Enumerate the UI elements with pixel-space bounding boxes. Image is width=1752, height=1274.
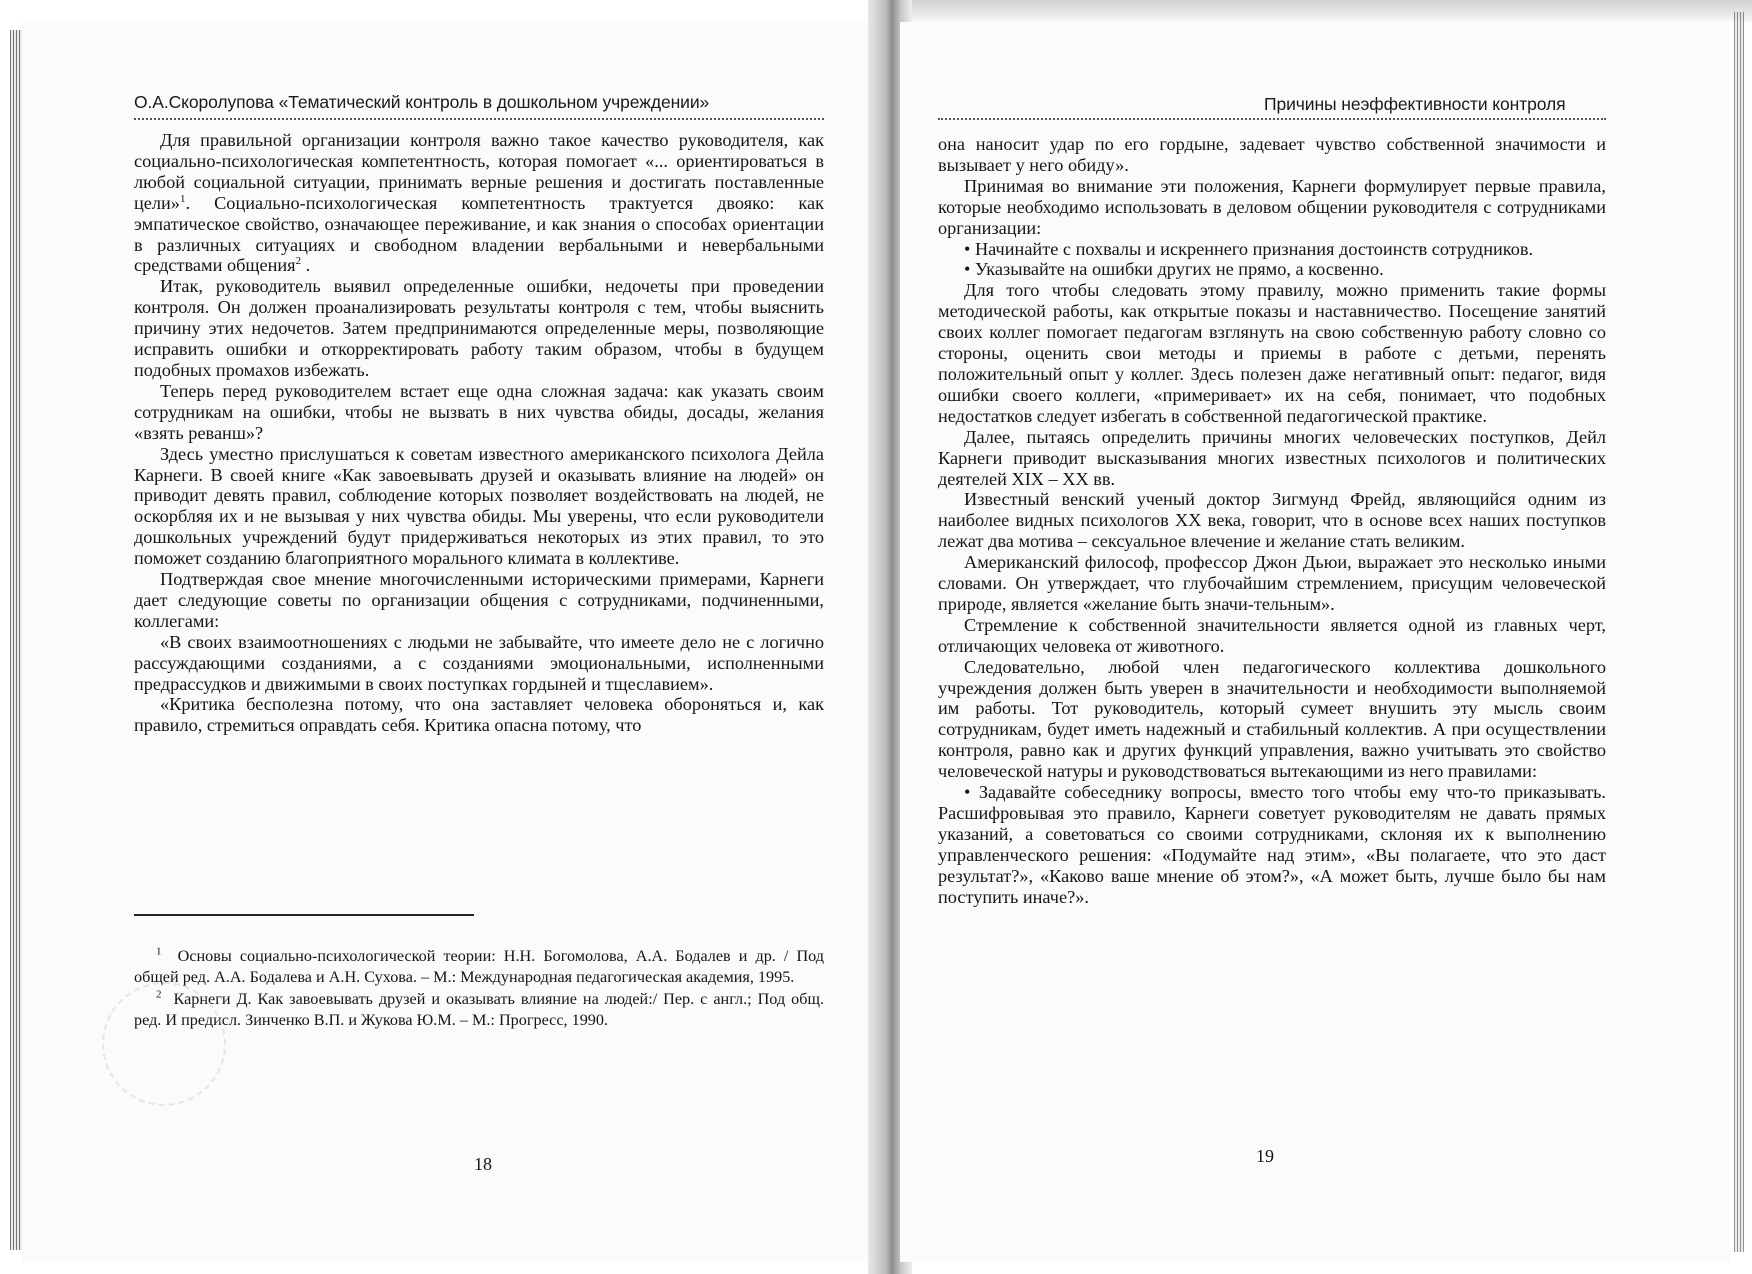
header-rule-left — [134, 118, 824, 120]
paragraph: Следовательно, любой член педагогического коллектива дошкольного учреждения должен быть уверен в значительности и необходимости выполняемой им работы. Тот руководитель, который сумеет внушить эту мысль своим сотрудникам, будет иметь надежный и стабильный коллектив. А при осуществлении контроля, равно как и других функций управления, важно учитывать это свойство человеческой натуры и руководствоваться вытекающими из него правилами: — [938, 656, 1606, 782]
paragraph: Американский философ, профессор Джон Дьюи, выражает это несколько иными словами. Он утверждает, что глубочайшим стремлением, присущим человеческой природе, является «желание быть значи-тельным». — [938, 552, 1606, 614]
paragraph: Подтверждая свое мнение многочисленными историческими примерами, Карнеги дает следующие советы по организации общения с сотрудниками, подчиненными, коллегами: — [134, 569, 824, 631]
footnote-separator — [134, 914, 474, 916]
running-head-left: О.А.Скоролупова «Тематический контроль в дошкольном учреждении» — [134, 92, 710, 112]
paragraph: Для правильной организации контроля важно такое качество руководителя, как социально-психологическая компетентность, которая помогает «... ориентироваться в любой социальной ситуации, принимать верные решения и достигать поставленные цели»$^1$. Социально-психологическая компетентность трактуется двояко: как эмпатическое свойство, означающее переживание, и как знания о способах ориентации в различных ситуациях и свободном владении вербальными и невербальными средствами общения$^2$ . — [134, 130, 824, 276]
footnote-2: $^2$ Карнеги Д. Как завоевывать друзей и оказывать влияние на людей:/ Пер. с англ.; Под общ. ред. И предисл. Зинченко В.П. и Жукова Ю.М. – М.: Прогресс, 1990. — [134, 988, 825, 1029]
left-body-text — [134, 130, 824, 736]
paragraph: Стремление к собственной значительности является одной из главных черт, отличающих человека от животного. — [938, 614, 1606, 656]
page-number-right: 19 — [1256, 1146, 1274, 1166]
footnote-1: $^1$ Основы социально-психологической теории: Н.Н. Богомолова, А.А. Бодалев и др. / Под общей ред. А.А. Бодалева и А.Н. Сухова. – М.: Международная педагогическая академия, 1995. — [134, 945, 825, 986]
right-body-text — [938, 134, 1606, 908]
paragraph: Известный венский ученый доктор Зигмунд Фрейд, являющийся одним из наиболее видных психологов XX века, говорит, что в основе всех наших поступков лежат два мотива – сексуальное влечение и желание стать великим. — [938, 489, 1606, 552]
paragraph: «В своих взаимоотношениях с людьми не забывайте, что имеете дело не с логично рассуждающими созданиями, а с созданиями эмоциональными, исполненными предрассудков и движимыми в своих поступках гордыней и тщеславием». — [134, 631, 824, 694]
paragraph: Здесь уместно прислушаться к советам известного американского психолога Дейла Карнеги. В своей книге «Как завоевывать друзей и оказывать влияние на людей» он приводит девять правил, соблюдение которых позволяет воздействовать на людей, не оскорбляя их и не вызывая у них чувства обиды. Мы уверены, что если руководители дошкольных учреждений будут придерживаться некоторых из этих правил, то это поможет созданию благоприятного морального климата в коллективе. — [134, 443, 824, 569]
list-item: • Указывайте на ошибки других не прямо, а косвенно. — [964, 259, 1384, 280]
book-edge-right — [1734, 12, 1744, 1252]
paragraph: Далее, пытаясь определить причины многих человеческих поступков, Дейл Карнеги приводит высказывания многих известных психологов и политических деятелей XIX – XX вв. — [938, 426, 1606, 489]
header-rule-right — [938, 118, 1606, 120]
faded-stamp — [102, 982, 226, 1106]
scan-shadow-top — [880, 0, 1752, 22]
paragraph: Теперь перед руководителем встает еще одна сложная задача: как указать своим сотрудникам на ошибки, чтобы не вызвать в них чувства обиды, досады, желания «взять реванш»? — [134, 380, 824, 443]
list-item: • Начинайте с похвалы и искреннего признания достоинств сотрудников. — [964, 238, 1534, 259]
paragraph: она наносит удар по его гордыне, задевает чувство собственной значимости и вызывает у него обиду». — [938, 134, 1606, 175]
paragraph: «Критика бесполезна потому, что она заставляет человека обороняться и, как правило, стремиться оправдать себя. Критика опасна потому, что — [134, 694, 824, 736]
page-number-left: 18 — [474, 1154, 492, 1174]
right-page — [900, 22, 1730, 1262]
paragraph: Принимая во внимание эти положения, Карнеги формулирует первые правила, которые необходимо использовать в деловом общении руководителя с сотрудниками организации: — [938, 175, 1606, 238]
running-head-right: Причины неэффективности контроля — [1264, 94, 1566, 114]
footnotes — [134, 946, 824, 1032]
paragraph: Итак, руководитель выявил определенные ошибки, недочеты при проведении контроля. Он должен проанализировать результаты контроля с тем, чтобы выяснить причину этих недочетов. Затем предпринимаются определенные меры, позволяющие исправить ошибки и откорректировать работу таким образом, чтобы в будущем подобных промахов избежать. — [134, 276, 824, 380]
list-item: • Задавайте собеседнику вопросы, вместо того чтобы ему что-то приказывать. Расшифровывая это правило, Карнеги советует руководителям не давать прямых указаний, а советоваться со своими сотрудниками, склоняя их к выполнению управленческого решения: «Подумайте над этим», «Вы полагаете, что это даст результат?», «Каково ваше мнение об этом?», «А может быть, лучше было бы нам поступить иначе?». — [938, 782, 1606, 907]
left-page — [22, 22, 880, 1262]
paragraph: Для того чтобы следовать этому правилу, можно применить такие формы методической работы, как открытые показы и наставничество. Посещение занятий своих коллег помогает педагогам взглянуть на свою собственную работу словно со стороны, оценить свои методы и приемы в работе с детьми, перенять положительный опыт у коллег. Здесь полезен даже негативный опыт: педагог, видя ошибки своего коллеги, «примеривает» их на себя, понимает, что подобных недостатков следует избегать в собственной педагогической практике. — [938, 280, 1606, 426]
